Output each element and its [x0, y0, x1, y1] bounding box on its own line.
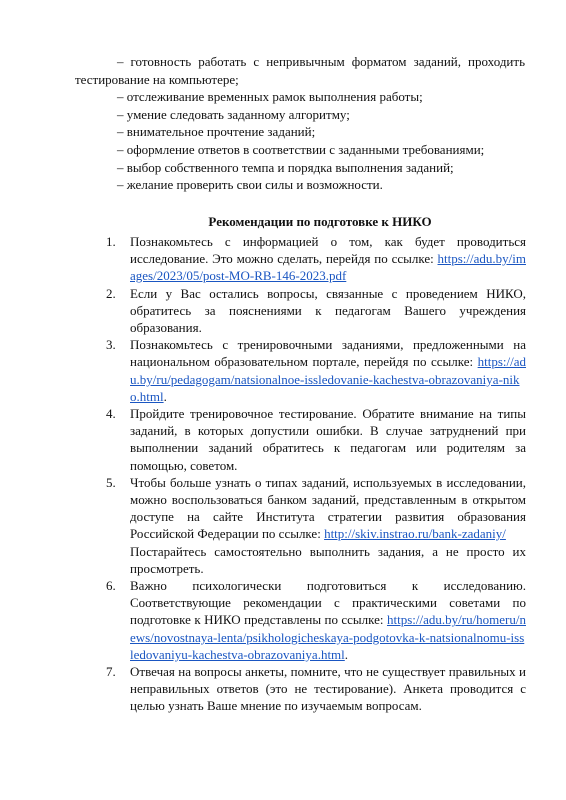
- item-number: 4.: [106, 406, 116, 422]
- recommendation-item: [106, 405, 526, 474]
- skills-list-item: – отслеживание временных рамок выполнения работы;: [117, 89, 423, 105]
- skills-list-item: – выбор собственного темпа и порядка выполнения заданий;: [117, 159, 454, 175]
- link-suffix: .: [344, 646, 349, 662]
- recommendation-item: [106, 474, 526, 577]
- recommendation-text: Важно психологически подготовиться к исследованию. Соответствующие рекомендации с практическими советами по подготовке к НИКО представлены по ссылке:: [130, 578, 526, 628]
- link-suffix: .: [163, 388, 167, 404]
- recommendation-text: Отвечая на вопросы анкеты, помните, что не существует правильных и неправильных ответов (это не тестирование). Анкета проводится с целью узнать Ваше мнение по изучаемым вопросам.: [130, 664, 526, 714]
- recommendation-item: [106, 336, 526, 405]
- item-number: 7.: [106, 664, 116, 680]
- link-task-bank[interactable]: http://skiv.instrao.ru/bank-zadaniy/: [324, 526, 506, 542]
- skills-list-item: – желание проверить свои силы и возможности.: [117, 177, 383, 193]
- item-number: 6.: [106, 578, 116, 594]
- skills-list-item: – умение следовать заданному алгоритму;: [117, 106, 350, 122]
- recommendation-text: Познакомьтесь с тренировочными заданиями, предложенными на национальном образовательном портале, перейдя по ссылке:: [130, 337, 526, 370]
- item-number: 2.: [106, 285, 116, 301]
- recommendation-note: Постарайтесь самостоятельно выполнить задания, а не просто их просмотреть.: [130, 543, 526, 576]
- skills-list-item: – готовность работать с непривычным форматом заданий, проходить: [117, 54, 525, 69]
- recommendation-text: Познакомьтесь с информацией о том, как будет проводиться исследование. Это можно сделать, перейдя по ссылке:: [130, 234, 526, 267]
- item-number: 3.: [106, 337, 116, 353]
- link-training-tasks[interactable]: https://adu.by/ru/pedagogam/natsionalnoe-issledovanie-kachestva-obrazovaniya-niko.html: [130, 354, 527, 404]
- skills-list-item-continuation: тестирование на компьютере;: [75, 71, 239, 87]
- recommendations-list: [106, 233, 526, 715]
- recommendation-text: Чтобы больше узнать о типах заданий, используемых в исследовании, можно воспользоваться банком заданий, представленным в открытом доступе на сайте Института стратегии развития образования Российской Федерации по ссылке:: [130, 474, 526, 542]
- link-decree-pdf[interactable]: https://adu.by/images/2023/05/post-MO-RB-146-2023.pdf: [130, 251, 526, 284]
- item-number: 1.: [106, 234, 116, 249]
- recommendation-item: [106, 233, 526, 285]
- recommendation-text: Если у Вас остались вопросы, связанные с проведением НИКО, обратитесь за пояснениями к педагогам Вашего учреждения образования.: [130, 285, 526, 336]
- recommendation-item: [106, 577, 526, 663]
- section-heading: Рекомендации по подготовке к НИКО: [208, 214, 432, 229]
- skills-list-item: – внимательное прочтение заданий;: [117, 124, 316, 140]
- skills-list-item: – оформление ответов в соответствии с заданными требованиями;: [117, 141, 485, 157]
- recommendation-text: Пройдите тренировочное тестирование. Обратите внимание на типы заданий, в которых допустили ошибки. В случае затруднений при выполнении заданий обратитесь к педагогам или родителям за помощью, советом.: [130, 406, 526, 473]
- item-number: 5.: [106, 474, 116, 490]
- recommendation-item: [106, 663, 526, 715]
- recommendation-item: [106, 285, 526, 337]
- link-psychological-preparation[interactable]: https://adu.by/ru/homeru/news/novostnaya-lenta/psikhologicheskaya-podgotovka-k-natsionalnomu-issledovaniyu-kachestva-obrazovaniya.html: [130, 612, 526, 662]
- skills-list: [75, 53, 525, 194]
